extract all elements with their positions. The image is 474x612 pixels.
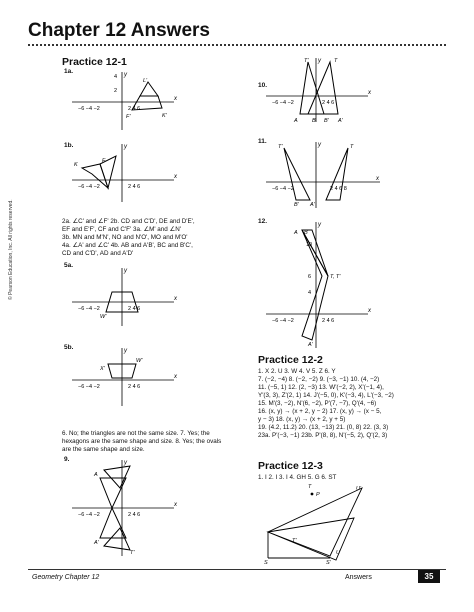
svg-text:10: 10 — [306, 242, 313, 248]
svg-text:T': T' — [130, 550, 135, 556]
answer-line: Y'(3, 3), Z'(2, 1) 14. J'(−5, 0), K'(−3, 4), L'(−3, −2) — [258, 392, 394, 399]
answers-12-2 — [258, 368, 448, 440]
answer-line: CD and C'D', AD and A'D' — [62, 250, 134, 257]
svg-text:2 4 6: 2 4 6 — [322, 100, 335, 106]
answer-line: 19. (4.2, 11.2) 20. (13, −13) 21. (0, 8) 22. (3, 3) — [258, 424, 389, 431]
svg-text:L': L' — [143, 78, 148, 84]
copyright-sidebar: © Pearson Education, Inc. All rights reserved. — [8, 199, 14, 300]
svg-text:−6 −4 −2: −6 −4 −2 — [272, 100, 294, 106]
answer-line: EF and E'F', CF and C'F' 3a. ∠M' and ∠N' — [62, 226, 181, 233]
svg-text:4: 4 — [114, 74, 118, 80]
label-S-prime: S' — [326, 560, 331, 566]
svg-text:A: A — [294, 118, 298, 124]
svg-text:A: A — [94, 472, 98, 478]
svg-text:2 4 6: 2 4 6 — [128, 512, 141, 518]
svg-text:W': W' — [100, 314, 107, 320]
answer-line: 6. No; the triangles are not the same size. 7. Yes; the — [62, 430, 210, 437]
answer-line: y − 3) 18. (x, y) → (x + 2, y + 5) — [258, 416, 346, 423]
answer-line: 7. (−2, −4) 8. (−2, −2) 9. (−3, −1) 10. (4, −2) — [258, 376, 380, 383]
label-S: S — [264, 560, 268, 566]
label-P: P — [316, 492, 320, 498]
footer-section: Answers — [345, 574, 372, 581]
answers-6-8 — [62, 430, 262, 454]
label-12: 12. — [258, 218, 268, 225]
svg-text:x: x — [368, 308, 371, 314]
title-rule — [28, 44, 446, 46]
svg-text:x: x — [376, 176, 379, 182]
graph-11 — [264, 140, 384, 210]
svg-text:y: y — [124, 144, 127, 150]
label-9: 9. — [64, 456, 70, 463]
svg-text:W': W' — [136, 358, 143, 364]
label-5a: 5a. — [64, 262, 74, 269]
graph-1b — [70, 142, 180, 204]
svg-text:X': X' — [100, 366, 105, 372]
svg-text:A': A' — [94, 540, 99, 546]
svg-text:2 4 6: 2 4 6 — [322, 318, 335, 324]
practice-12-2-heading: Practice 12-2 — [258, 354, 323, 366]
answer-line: 11. (−5, 1) 12. (2, −3) 13. W'(−2, 2), X'(−1, 4), — [258, 384, 384, 391]
svg-text:A': A' — [308, 342, 313, 348]
graph-12 — [264, 220, 374, 350]
svg-text:T, T': T, T' — [330, 274, 341, 280]
graph-5b — [70, 346, 180, 408]
svg-text:B: B — [312, 118, 316, 124]
footer-book-title: Geometry Chapter 12 — [32, 574, 100, 581]
svg-text:x: x — [174, 296, 177, 302]
answer-line: 23a. P'(−3, −1) 23b. P'(8, 8), N'(−5, 2), Q'(2, 3) — [258, 432, 388, 439]
answer-line: 2a. ∠C' and ∠F' 2b. CD and C'D', DE and D'E', — [62, 218, 195, 225]
svg-text:x: x — [174, 96, 177, 102]
svg-text:−6 −4 −2: −6 −4 −2 — [78, 106, 100, 112]
svg-text:−6 −4 −2: −6 −4 −2 — [78, 384, 100, 390]
svg-text:F': F' — [126, 114, 131, 120]
svg-text:y: y — [318, 222, 321, 228]
page-title: Chapter 12 Answers — [28, 20, 210, 41]
svg-text:A': A' — [338, 118, 343, 124]
svg-text:A: A — [294, 230, 298, 236]
svg-text:−6 −4 −2: −6 −4 −2 — [78, 184, 100, 190]
label-U-prime: U' — [356, 486, 362, 492]
answer-line: 1. X 2. U 3. W 4. V 5. Z 6. Y — [258, 368, 336, 375]
label-5b: 5b. — [64, 344, 74, 351]
answers-12-3: 1. I 2. I 3. I 4. GH 5. G 6. ST — [258, 474, 337, 481]
graph-1a — [70, 70, 180, 132]
answer-line: hexagons are the same shape and size. 8. Yes; the ovals — [62, 438, 222, 445]
svg-text:2 4 6: 2 4 6 — [128, 306, 141, 312]
answers-2-4 — [62, 218, 262, 258]
practice-12-1-heading: Practice 12-1 — [62, 56, 127, 68]
svg-text:x: x — [174, 502, 177, 508]
graph-5a — [70, 266, 180, 328]
svg-text:B': B' — [324, 118, 329, 124]
answer-line: 4a. ∠A' and ∠C' 4b. AB and A'B', BC and B'C', — [62, 242, 193, 249]
svg-text:B': B' — [294, 202, 299, 208]
svg-text:2 4 6: 2 4 6 — [128, 384, 141, 390]
svg-text:y: y — [318, 58, 321, 64]
label-1b: 1b. — [64, 142, 74, 149]
svg-text:y: y — [124, 460, 127, 466]
svg-text:2 4 6: 2 4 6 — [128, 106, 141, 112]
footer-rule — [28, 569, 446, 570]
answer-line: are the same shape and size. — [62, 446, 145, 453]
svg-text:−6 −4 −2: −6 −4 −2 — [78, 306, 100, 312]
svg-text:y: y — [124, 348, 127, 354]
answer-line: 15. M'(3, −2), N'(6, −2), P'(7, −7), Q'(4, −6) — [258, 400, 377, 407]
svg-text:K: K — [74, 162, 78, 168]
svg-text:K': K' — [162, 113, 167, 119]
label-10: 10. — [258, 82, 268, 89]
svg-text:T': T' — [278, 144, 283, 150]
svg-text:x: x — [368, 90, 371, 96]
svg-text:x: x — [174, 174, 177, 180]
label-T: T — [308, 484, 312, 490]
svg-text:y: y — [318, 142, 321, 148]
svg-text:y: y — [124, 72, 127, 78]
svg-text:B: B — [304, 230, 308, 236]
svg-text:y: y — [124, 268, 127, 274]
svg-text:F: F — [102, 158, 106, 164]
svg-text:2 4 6: 2 4 6 — [128, 184, 141, 190]
svg-text:A': A' — [310, 202, 315, 208]
svg-text:T': T' — [304, 58, 309, 64]
label-1a: 1a. — [64, 68, 74, 75]
label-11: 11. — [258, 138, 267, 145]
answer-line: 3b. MN and M'N', NO and N'O', MO and M'O' — [62, 234, 188, 241]
page-number: 35 — [418, 570, 440, 583]
svg-text:2 4 6 8: 2 4 6 8 — [330, 186, 347, 192]
svg-text:6: 6 — [308, 274, 312, 280]
svg-text:x: x — [174, 374, 177, 380]
svg-text:−6 −4 −2: −6 −4 −2 — [272, 318, 294, 324]
practice-12-3-heading: Practice 12-3 — [258, 460, 323, 472]
svg-text:2: 2 — [114, 88, 118, 94]
svg-text:−6 −4 −2: −6 −4 −2 — [272, 186, 294, 192]
label-T-prime: T' — [292, 538, 297, 544]
label-U: U — [336, 550, 340, 556]
answer-line: 16. (x, y) → (x + 2, y − 2) 17. (x, y) → (x − 5, — [258, 408, 382, 415]
svg-text:−6 −4 −2: −6 −4 −2 — [78, 512, 100, 518]
graph-10 — [264, 56, 374, 124]
svg-text:T: T — [334, 58, 338, 64]
svg-text:T: T — [350, 144, 354, 150]
svg-text:4: 4 — [308, 290, 312, 296]
graph-12-3 — [262, 482, 382, 566]
graph-9 — [70, 458, 180, 558]
